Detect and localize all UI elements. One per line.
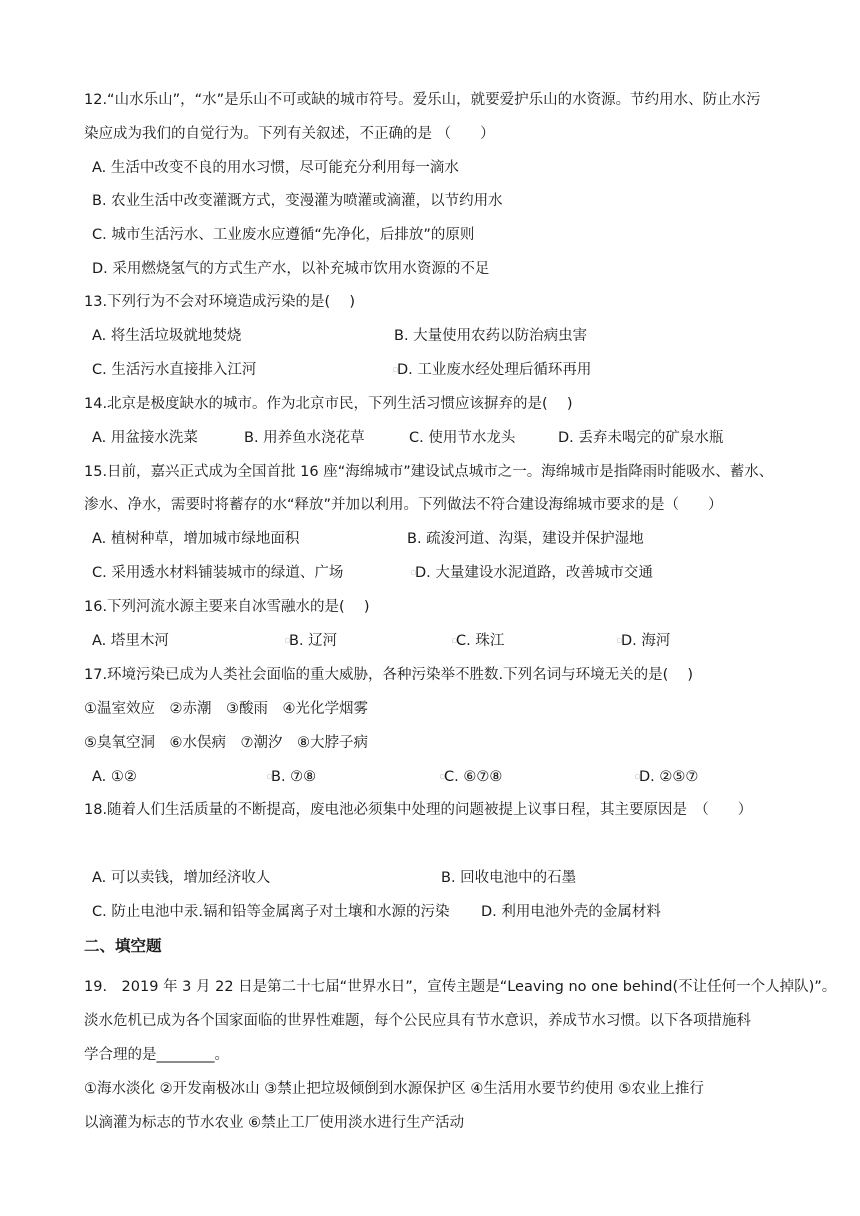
- q18-option-b: B. 回收电池中的石墨: [441, 870, 577, 886]
- q17-option-d: D. ②⑤⑦: [639, 769, 699, 785]
- q17-items-line1: ①温室效应 ②赤潮 ③酸雨 ④光化学烟雾: [84, 701, 368, 717]
- q13-option-c: C. 生活污水直接排入江河: [92, 362, 257, 378]
- q19-line4: ①海水淡化 ②开发南极冰山 ③禁止把垃圾倾倒到水源保护区 ④生活用水要节约使用 ⑤农业上推行: [84, 1081, 704, 1097]
- q19-line1: 19. 2019 年 3 月 22 日是第二十七届“世界水日”，宣传主题是“Leaving no one behind(不让任何一个人掉队)”。: [84, 979, 837, 995]
- q12-option-b: B. 农业生活中改变灌溉方式，变漫灌为喷灌或滴灌，以节约用水: [92, 193, 503, 209]
- q15-stem-line1: 15.日前，嘉兴正式成为全国首批 16 座“海绵城市”建设试点城市之一。海绵城市是指降雨时能吸水、蓄水、: [84, 464, 774, 480]
- q15-option-b: B. 疏浚河道、沟渠，建设并保护湿地: [407, 531, 644, 547]
- q13-mark-d: □: [393, 367, 398, 373]
- q15-option-a: A. 植树种草，增加城市绿地面积: [92, 531, 300, 547]
- q17-option-b: B. ⑦⑧: [271, 769, 317, 785]
- q17-mark-b: □: [267, 774, 272, 780]
- q16-mark-b: □: [285, 638, 290, 644]
- q14-option-a: A. 用盆接水洗菜: [92, 430, 198, 446]
- q19-line5: 以滴灌为标志的节水农业 ⑥禁止工厂使用淡水进行生产活动: [84, 1115, 465, 1131]
- q17-option-a: A. ①②: [92, 769, 137, 785]
- q12-stem-line1: 12.“山水乐山”，“水”是乐山不可或缺的城市符号。爱乐山，就要爱护乐山的水资源。节约用水、防止水污: [84, 92, 761, 108]
- q14-option-b: B. 用养鱼水浇花草: [244, 430, 365, 446]
- q18-option-a: A. 可以卖钱，增加经济收人: [92, 870, 271, 886]
- q19-line3: 学合理的是________。: [84, 1047, 229, 1063]
- q15-stem-line2: 渗水、净水，需要时将蓄存的水“释放”并加以利用。下列做法不符合建设海绵城市要求的是（ ）: [84, 497, 723, 513]
- q12-option-c: C. 城市生活污水、工业废水应遵循“先净化，后排放”的原则: [92, 227, 475, 243]
- q16-mark-c: □: [452, 638, 457, 644]
- q15-option-c: C. 采用透水材料铺装城市的绿道、广场: [92, 565, 344, 581]
- q14-option-d: D. 丢弃未喝完的矿泉水瓶: [558, 430, 724, 446]
- q16-option-b: B. 辽河: [289, 633, 338, 649]
- q17-items-line2: ⑤臭氧空洞 ⑥水俣病 ⑦潮汐 ⑧大脖子病: [84, 735, 368, 751]
- q14-option-c: C. 使用节水龙头: [409, 430, 516, 446]
- q18-option-d: D. 利用电池外壳的金属材料: [481, 904, 661, 920]
- q16-mark-d: □: [617, 638, 622, 644]
- q12-option-d: D. 采用燃烧氢气的方式生产水，以补充城市饮用水资源的不足: [92, 261, 490, 277]
- q13-option-a: A. 将生活垃圾就地焚烧: [92, 328, 242, 344]
- q16-option-d: D. 海河: [621, 633, 671, 649]
- q17-option-c: C. ⑥⑦⑧: [444, 769, 503, 785]
- q16-option-c: C. 珠江: [456, 633, 505, 649]
- q17-mark-c: □: [440, 774, 445, 780]
- q19-line2: 淡水危机已成为各个国家面临的世界性难题，每个公民应具有节水意识，养成节水习惯。以下各项措施科: [84, 1013, 751, 1029]
- q15-mark-d: □: [411, 570, 416, 576]
- q16-stem: 16.下列河流水源主要来自冰雪融水的是( ): [84, 599, 370, 615]
- q12-stem-line2: 染应成为我们的自觉行为。下列有关叙述，不正确的是 （ ）: [84, 126, 495, 142]
- q18-option-c: C. 防止电池中汞.镉和铅等金属离子对土壤和水源的污染: [92, 904, 450, 920]
- q13-option-b: B. 大量使用农药以防治病虫害: [394, 328, 588, 344]
- q18-stem: 18.随着人们生活质量的不断提高，废电池必须集中处理的问题被提上议事日程，其主要原因是 （ ）: [84, 802, 753, 818]
- q16-option-a: A. 塔里木河: [92, 633, 169, 649]
- q13-stem: 13.下列行为不会对环境造成污染的是( ): [84, 294, 355, 310]
- q13-option-d: D. 工业废水经处理后循环再用: [397, 362, 592, 378]
- q17-mark-d: □: [635, 774, 640, 780]
- q12-option-a: A. 生活中改变不良的用水习惯，尽可能充分利用每一滴水: [92, 160, 459, 176]
- q14-stem: 14.北京是极度缺水的城市。作为北京市民，下列生活习惯应该摒弃的是( ): [84, 396, 573, 412]
- q15-option-d: D. 大量建设水泥道路，改善城市交通: [415, 565, 653, 581]
- section-heading-fill-in: 二、填空题: [84, 937, 162, 955]
- q17-stem: 17.环境污染已成为人类社会面临的重大威胁，各种污染举不胜数.下列名词与环境无关的是( ): [84, 667, 694, 683]
